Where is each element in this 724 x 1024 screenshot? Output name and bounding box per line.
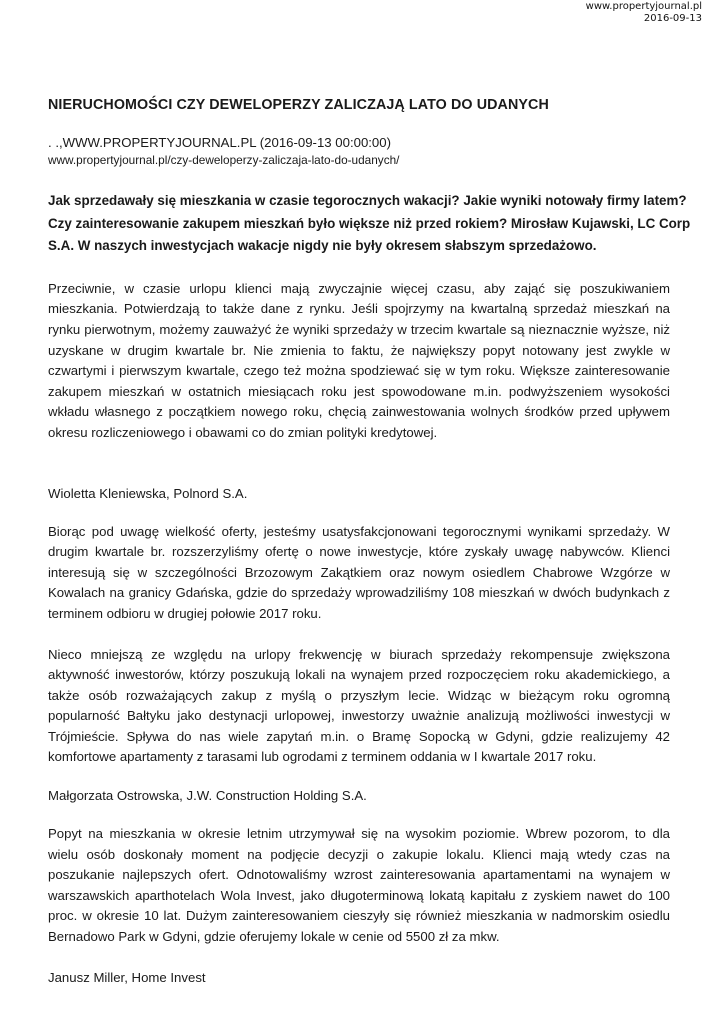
page-header-corner	[586, 1, 702, 25]
author-malgorzata-ostrowska: Małgorzata Ostrowska, J.W. Construction Holding S.A.	[48, 788, 367, 804]
article-title: NIERUCHOMOŚCI CZY DEWELOPERZY ZALICZAJĄ LATO DO UDANYCH	[48, 97, 549, 113]
paragraph-line: poszukanie najlepszych ofert. Odnotowaliśmy wzrost zainteresowania apartamentami na wynajem w	[48, 867, 670, 883]
paragraph-2	[48, 522, 670, 625]
lead-line: S.A. W naszych inwestycjach wakacje nigdy nie były okresem słabszym sprzedażowo.	[48, 238, 597, 254]
author-janusz-miller: Janusz Miller, Home Invest	[48, 969, 206, 985]
paragraph-line: wielu osób doskonały moment na podjęcie decyzji o zakupie lokalu. Klienci mają wtedy czas na	[48, 846, 670, 862]
paragraph-line: terminem odbioru w drugiej połowie 2017 roku.	[48, 605, 322, 621]
paragraph-line: Nieco mniejszą ze względu na urlopy frekwencję w biurach sprzedaży rekompensuje zwiększona	[48, 646, 670, 662]
paragraph-line: interesują się w szczególności Brzozowym Zakątkiem oraz nowym osiedlem Chabrowe Wzgórze w	[48, 564, 670, 580]
paragraph-line: komfortowe apartamenty z tarasami lub ogrodami z terminem oddania w I kwartale 2017 roku.	[48, 749, 597, 765]
article-url: www.propertyjournal.pl/czy-deweloperzy-zaliczaja-lato-do-udanych/	[48, 153, 400, 167]
lead-line: Czy zainteresowanie zakupem mieszkań było większe niż przed rokiem? Mirosław Kujawski, LC Corp	[48, 215, 691, 231]
paragraph-line: uzyskane w drugim kwartale br. Nie zmienia to faktu, że największy popyt notowany jest zwykle w	[48, 342, 670, 358]
paragraph-line: zakupem mieszkań w ostatnich miesiącach roku jest spowodowane m.in. podwyższeniem wysokości	[48, 383, 670, 399]
paragraph-line: Kowalach na granicy Gdańska, gdzie do sprzedaży wprowadziliśmy 108 mieszkań w dwóch budynkach z	[48, 585, 670, 601]
paragraph-line: rynku pierwotnym, możemy zauważyć że wyniki sprzedaży w trzecim kwartale są nieznacznie wyższe, niż	[48, 321, 670, 337]
article-source-line: . .,WWW.PROPERTYJOURNAL.PL (2016-09-13 00:00:00)	[48, 135, 391, 150]
header-site: www.propertyjournal.pl	[585, 1, 702, 12]
paragraph-line: aktywność inwestorów, którzy poszukują lokali na wynajem przed rozpoczęciem roku akademickiego, a	[48, 667, 670, 683]
article-body	[48, 96, 691, 988]
paragraph-line: okresu rozliczeniowego i obawami co do zmian polityki kredytowej.	[48, 424, 438, 440]
paragraph-line: Trójmieście. Spływa do nas wiele zapytań m.in. o Bramę Sopocką w Gdyni, gdzie realizujemy 42	[48, 728, 670, 744]
lead-line: Jak sprzedawały się mieszkania w czasie tegorocznych wakacji? Jakie wyniki notowały firmy latem?	[48, 193, 687, 208]
article-lead	[48, 190, 691, 258]
paragraph-line: czwartymi i pierwszym kwartale, czego też można spodziewać się w tym roku. Większe zainteresowanie	[48, 363, 670, 379]
paragraph-line: popularność Bałtyku jako destynacji urlopowej, inwestorzy uważnie analizują możliwości inwestycji w	[48, 708, 670, 724]
paragraph-line: Popyt na mieszkania w okresie letnim utrzymywał się na wysokim poziomie. Wbrew pozorom, to dla	[48, 826, 670, 842]
paragraph-1	[48, 279, 670, 444]
paragraph-line: Bernadowo Park w Gdyni, gdzie oferujemy lokale w cenie od 5500 zł za mkw.	[48, 929, 500, 945]
paragraph-line: wkładu własnego z początkiem nowego roku, chęcią zainwestowania wolnych środków przed upływem	[48, 404, 670, 420]
paragraph-3	[48, 645, 670, 769]
paragraph-line: Przeciwnie, w czasie urlopu klienci mają zwyczajnie więcej czasu, aby zająć się poszukiwaniem	[48, 280, 670, 296]
header-date: 2016-09-13	[643, 13, 702, 24]
paragraph-line: mieszkania. Potwierdzają to także dane z rynku. Jeśli spojrzymy na kwartalną sprzedaż mieszkań na	[48, 301, 670, 317]
author-wioletta-kleniewska: Wioletta Kleniewska, Polnord S.A.	[48, 485, 248, 501]
paragraph-line: także osób rozważających zakup z myślą o przyszłym lecie. Widząc w bieżącym roku ogromną	[48, 687, 670, 703]
paragraph-line: drugim kwartale br. rozszerzyliśmy ofertę o nowe inwestycje, które zyskały uwagę nabywców. Klienci	[48, 544, 670, 560]
paragraph-line: warszawskich aparthotelach Wola Invest, jako długoterminową lokatą kapitału z zyskiem nawet do 100	[48, 887, 670, 903]
paragraph-line: proc. w okresie 10 lat. Dużym zainteresowaniem cieszyły się również mieszkania w nadmorskim osiedlu	[48, 908, 670, 924]
paragraph-4	[48, 824, 670, 948]
paragraph-line: Biorąc pod uwagę wielkość oferty, jesteśmy usatysfakcjonowani tegorocznymi wynikami sprzedaży. W	[48, 523, 670, 539]
